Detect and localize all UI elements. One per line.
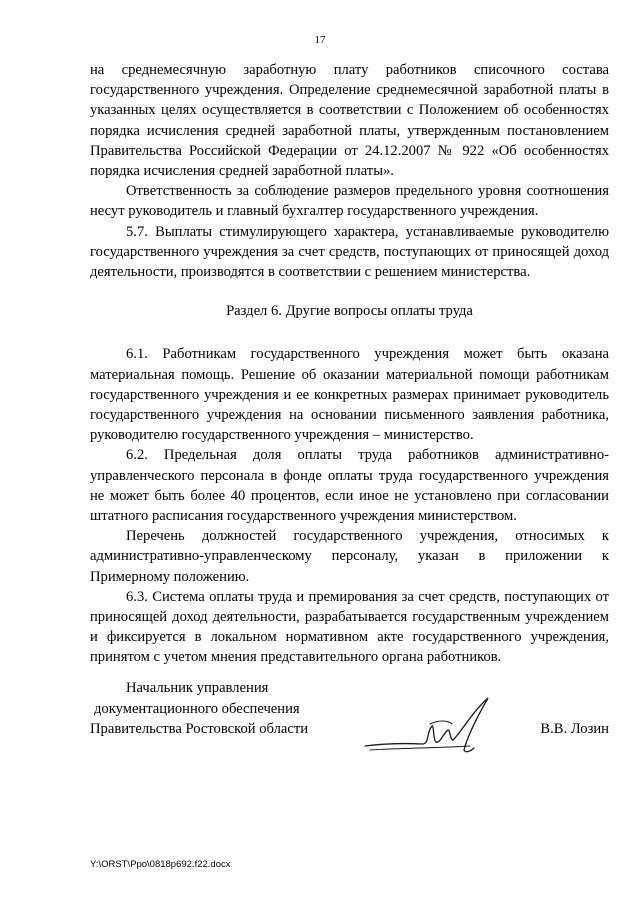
- paragraph-continuation: на среднемесячную заработную плату работников списочного состава государственного учреждения. Определение среднемесячной заработной платы в указанных целях осуществляется в соответствии с Положением об особенностях порядка исчисления средней заработной платы, утвержденным постановлением Правительства Российской Федерации от 24.12.2007 № 922 «Об особенностях порядка исчисления средней заработной платы».: [90, 62, 609, 180]
- signature-block: [90, 678, 609, 740]
- file-path-footer: Y:\ORST\Ppo\0818p692.f22.docx: [90, 859, 231, 870]
- paragraph-5-7: 5.7. Выплаты стимулирующего характера, устанавливаемые руководителю государственного учреждения за счет средств, поступающих от приносящей доход деятельности, производятся в соответствии с решением министерства.: [90, 223, 609, 281]
- document-body: [90, 60, 609, 668]
- signatory-title-line3: Правительства Ростовской области: [90, 721, 309, 737]
- page-number: 17: [314, 34, 326, 46]
- handwritten-signature: [360, 694, 500, 764]
- paragraph-6-2: 6.2. Предельная доля оплаты труда работников административно-управленческого персонала в фонде оплаты труда государственного учреждения не может быть более 40 процентов, если иное не установлено при согласовании штатного расписания государственного учреждения министерством.: [90, 447, 609, 525]
- paragraph-6-1: 6.1. Работникам государственного учреждения может быть оказана материальная помощь. Решение об оказании материальной помощи работникам государственного учреждения и ее конкретных размерах принимает руководитель государственного учреждения на основании письменного заявления работника, руководителю государственного учреждения – министерство.: [90, 346, 609, 444]
- signatory-name: В.В. Лозин: [540, 721, 609, 737]
- section-heading: Раздел 6. Другие вопросы оплаты труда: [226, 303, 473, 320]
- paragraph-responsibility: Ответственность за соблюдение размеров предельного уровня соотношения несут руководитель и главный бухгалтер государственного учреждения.: [90, 183, 609, 220]
- signatory-title-line1: Начальник управления: [126, 680, 269, 696]
- paragraph-6-3: 6.3. Система оплаты труда и премирования за счет средств, поступающих от приносящей доход деятельности, разрабатывается государственным учреждением и фиксируется в локальном нормативном акте государственного учреждения, принятом с учетом мнения представительного органа работников.: [90, 588, 609, 666]
- paragraph-positions-list: Перечень должностей государственного учреждения, относимых к административно-управленческому персоналу, указан в приложении к Примерному положению.: [90, 528, 609, 585]
- signatory-title-line2: документационного обеспечения: [94, 700, 300, 717]
